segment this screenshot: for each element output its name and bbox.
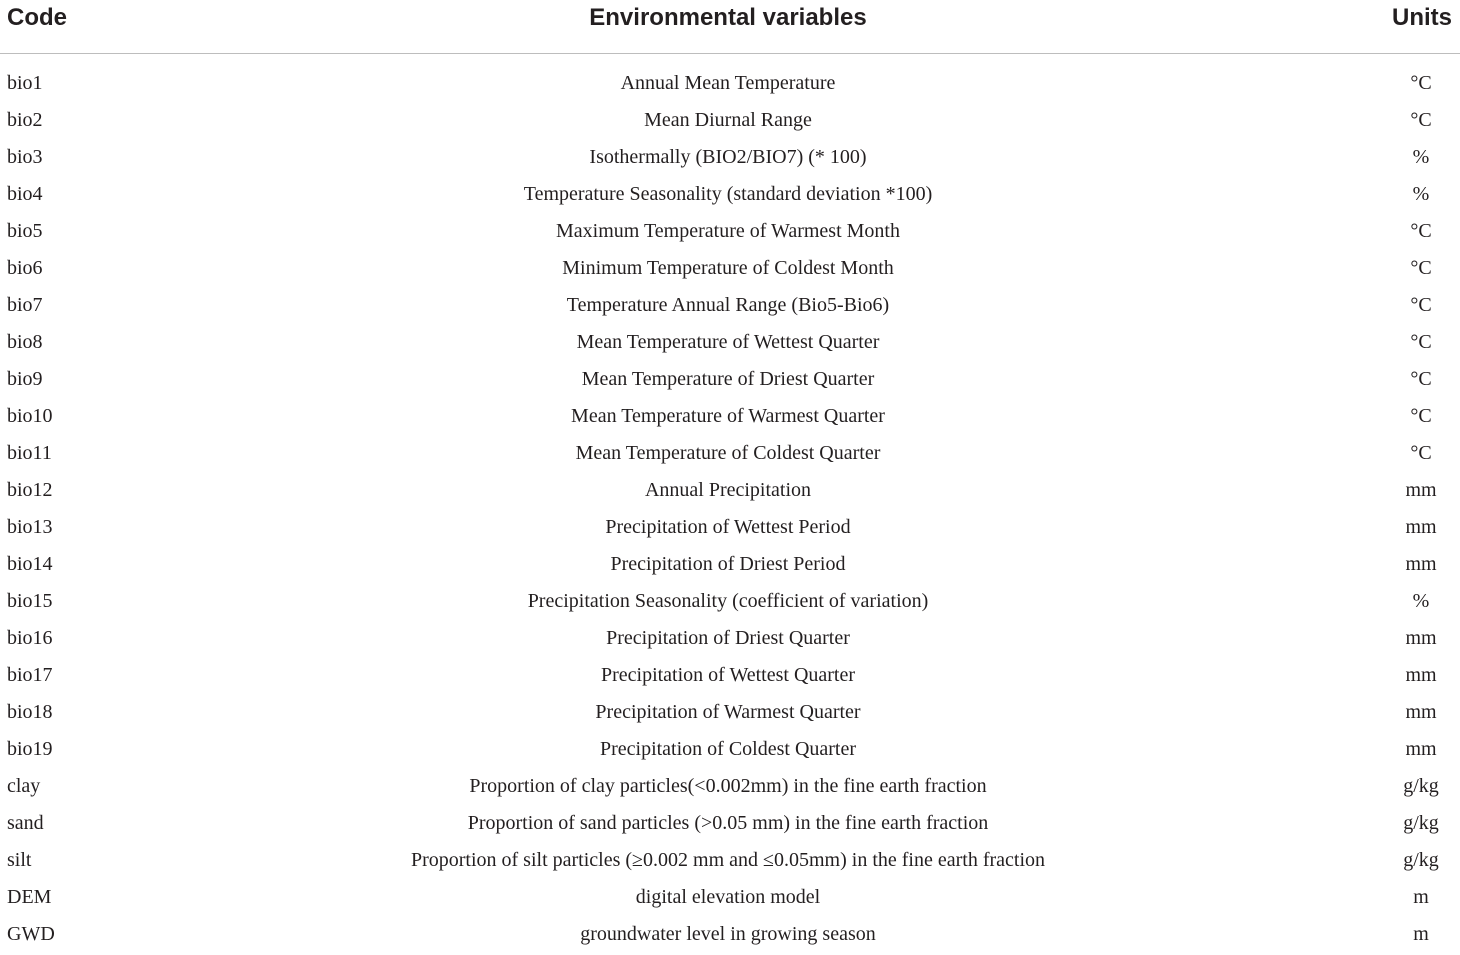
header-code: Code bbox=[7, 4, 67, 31]
cell-units: g/kg bbox=[1403, 775, 1439, 797]
table-row bbox=[0, 324, 1460, 361]
table-row bbox=[0, 768, 1460, 805]
table-row bbox=[0, 139, 1460, 176]
cell-variable: Proportion of clay particles(<0.002mm) in the fine earth fraction bbox=[469, 775, 987, 797]
cell-units: mm bbox=[1405, 553, 1437, 575]
cell-units: mm bbox=[1405, 701, 1437, 723]
cell-code: bio9 bbox=[7, 368, 43, 390]
table-row bbox=[0, 620, 1460, 657]
cell-variable: Temperature Seasonality (standard deviation *100) bbox=[523, 183, 933, 205]
cell-code: bio6 bbox=[7, 257, 43, 279]
cell-variable: Isothermally (BIO2/BIO7) (* 100) bbox=[589, 146, 867, 168]
cell-units: °C bbox=[1410, 405, 1432, 427]
cell-variable: Annual Mean Temperature bbox=[620, 72, 836, 94]
cell-code: bio11 bbox=[7, 442, 52, 464]
table-row bbox=[0, 657, 1460, 694]
cell-code: bio7 bbox=[7, 294, 43, 316]
cell-code: bio18 bbox=[7, 701, 53, 723]
cell-variable: Annual Precipitation bbox=[644, 479, 812, 501]
cell-units: % bbox=[1412, 183, 1430, 205]
header-units: Units bbox=[1392, 4, 1452, 31]
cell-variable: Minimum Temperature of Coldest Month bbox=[562, 257, 894, 279]
table-row bbox=[0, 102, 1460, 139]
table-row bbox=[0, 250, 1460, 287]
table-row bbox=[0, 546, 1460, 583]
table-row bbox=[0, 361, 1460, 398]
cell-units: m bbox=[1413, 923, 1429, 945]
cell-units: °C bbox=[1410, 257, 1432, 279]
table-header bbox=[0, 0, 1460, 54]
cell-variable: Mean Temperature of Wettest Quarter bbox=[576, 331, 880, 353]
cell-variable: Proportion of silt particles (≥0.002 mm and ≤0.05mm) in the fine earth fraction bbox=[410, 849, 1046, 871]
cell-variable: Precipitation of Driest Period bbox=[610, 553, 846, 575]
cell-code: bio16 bbox=[7, 627, 53, 649]
table-row bbox=[0, 176, 1460, 213]
table-row bbox=[0, 213, 1460, 250]
cell-variable: Temperature Annual Range (Bio5-Bio6) bbox=[566, 294, 890, 316]
cell-code: silt bbox=[7, 849, 32, 871]
table-row bbox=[0, 879, 1460, 916]
table-row bbox=[0, 694, 1460, 731]
cell-variable: Mean Temperature of Warmest Quarter bbox=[571, 405, 885, 427]
cell-units: °C bbox=[1410, 442, 1432, 464]
cell-units: % bbox=[1412, 146, 1430, 168]
cell-units: % bbox=[1412, 590, 1430, 612]
cell-units: mm bbox=[1405, 664, 1437, 686]
cell-units: °C bbox=[1410, 294, 1432, 316]
table-row bbox=[0, 916, 1460, 953]
cell-variable: Proportion of sand particles (>0.05 mm) in the fine earth fraction bbox=[467, 812, 989, 834]
table-row bbox=[0, 805, 1460, 842]
cell-units: g/kg bbox=[1403, 849, 1439, 871]
cell-code: bio5 bbox=[7, 220, 43, 242]
cell-variable: Mean Temperature of Coldest Quarter bbox=[575, 442, 881, 464]
cell-code: bio10 bbox=[7, 405, 53, 427]
table-row bbox=[0, 842, 1460, 879]
table-row bbox=[0, 583, 1460, 620]
cell-code: bio2 bbox=[7, 109, 43, 131]
table-row bbox=[0, 287, 1460, 324]
cell-code: DEM bbox=[7, 886, 52, 908]
cell-variable: Precipitation of Coldest Quarter bbox=[599, 738, 857, 760]
cell-units: g/kg bbox=[1403, 812, 1439, 834]
cell-variable: digital elevation model bbox=[635, 886, 821, 908]
cell-units: °C bbox=[1410, 368, 1432, 390]
table-row bbox=[0, 398, 1460, 435]
cell-variable: Mean Diurnal Range bbox=[644, 109, 812, 131]
cell-code: clay bbox=[7, 775, 41, 797]
cell-units: °C bbox=[1410, 220, 1432, 242]
table-row bbox=[0, 435, 1460, 472]
cell-code: bio14 bbox=[7, 553, 53, 575]
table-row bbox=[0, 65, 1460, 102]
cell-variable: Mean Temperature of Driest Quarter bbox=[581, 368, 875, 390]
cell-code: GWD bbox=[7, 923, 55, 945]
cell-units: mm bbox=[1405, 627, 1437, 649]
cell-code: bio12 bbox=[7, 479, 53, 501]
cell-variable: Precipitation of Wettest Quarter bbox=[600, 664, 856, 686]
cell-code: bio17 bbox=[7, 664, 53, 686]
cell-variable: Precipitation of Wettest Period bbox=[605, 516, 851, 538]
cell-code: bio3 bbox=[7, 146, 43, 168]
cell-code: bio13 bbox=[7, 516, 53, 538]
cell-units: mm bbox=[1405, 738, 1437, 760]
cell-variable: Precipitation of Warmest Quarter bbox=[595, 701, 861, 723]
table-body bbox=[0, 65, 1460, 953]
cell-units: mm bbox=[1405, 516, 1437, 538]
cell-code: sand bbox=[7, 812, 44, 834]
cell-code: bio8 bbox=[7, 331, 43, 353]
cell-code: bio4 bbox=[7, 183, 43, 205]
cell-units: °C bbox=[1410, 109, 1432, 131]
table-row bbox=[0, 509, 1460, 546]
header-environmental-variables: Environmental variables bbox=[589, 4, 867, 31]
cell-variable: Precipitation of Driest Quarter bbox=[606, 627, 850, 649]
cell-code: bio1 bbox=[7, 72, 43, 94]
table-row bbox=[0, 472, 1460, 509]
table-row bbox=[0, 731, 1460, 768]
cell-code: bio15 bbox=[7, 590, 53, 612]
cell-units: °C bbox=[1410, 331, 1432, 353]
cell-variable: Precipitation Seasonality (coefficient of variation) bbox=[527, 590, 929, 612]
cell-units: °C bbox=[1410, 72, 1432, 94]
cell-code: bio19 bbox=[7, 738, 53, 760]
cell-units: m bbox=[1413, 886, 1429, 908]
cell-units: mm bbox=[1405, 479, 1437, 501]
cell-variable: groundwater level in growing season bbox=[580, 923, 876, 945]
cell-variable: Maximum Temperature of Warmest Month bbox=[556, 220, 900, 242]
